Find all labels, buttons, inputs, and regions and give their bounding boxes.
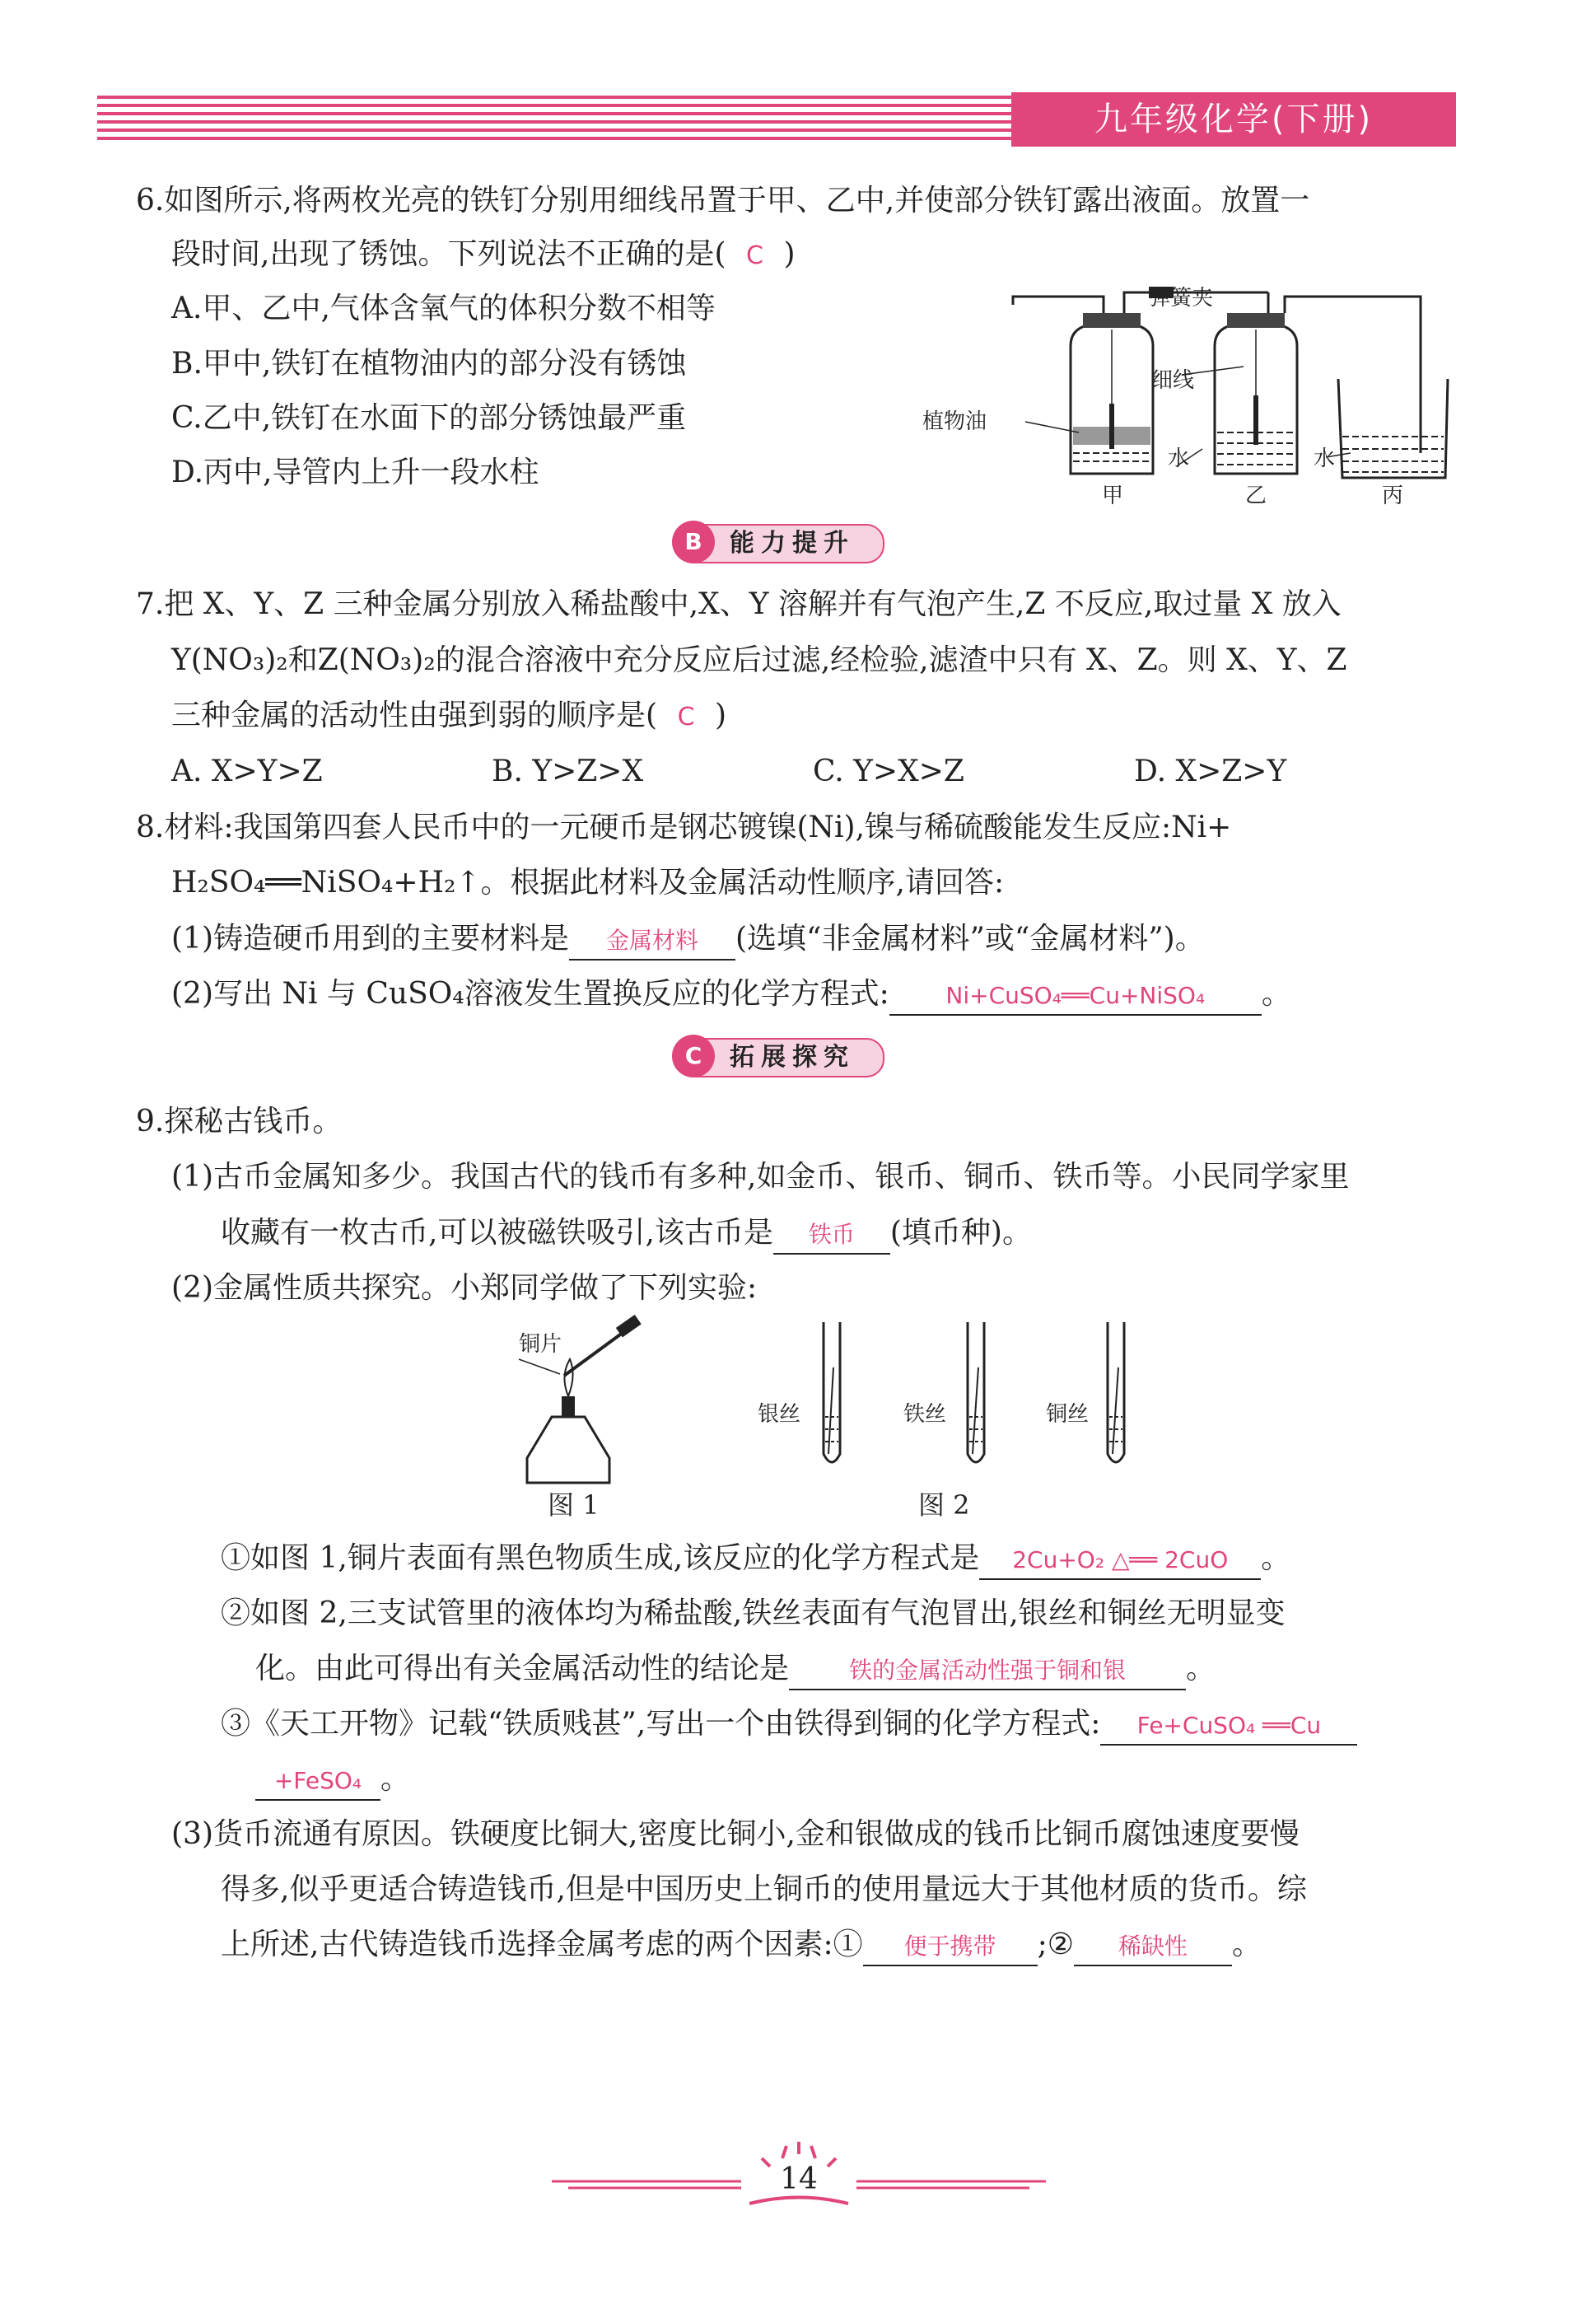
q9-part3-separator: ;② xyxy=(1037,1928,1074,1961)
q9-part3-line1: (3)货币流通有原因。铁硬度比铜大,密度比铜小,金和银做成的钱币比铜币腐蚀速度要慢 xyxy=(171,1817,1300,1851)
q6-line2 xyxy=(171,236,796,274)
q7-line3 xyxy=(171,698,726,736)
q7-option-d: D. X>Z>Y xyxy=(1134,755,1287,788)
fig1-label-copper: 铜片 xyxy=(519,1332,562,1357)
fig2-label-iron: 铁丝 xyxy=(903,1402,947,1427)
q8-part2-stem: (2)写出 Ni 与 CuSO₄溶液发生置换反应的化学方程式: xyxy=(171,977,889,1011)
q9-sub3-tail: 。 xyxy=(380,1762,411,1796)
q6-line1: 6.如图所示,将两枚光亮的铁钉分别用细线吊置于甲、乙中,并使部分铁钉露出液面。放置一 xyxy=(136,184,1310,217)
q8-part1-tail: (选填“非金属材料”或“金属材料”)。 xyxy=(735,922,1205,956)
q7-answer: C xyxy=(677,703,695,731)
q8-part2-answer: Ni+CuSO₄══Cu+NiSO₄ xyxy=(889,978,1262,1016)
q9-part1-stem: 收藏有一枚古币,可以被磁铁吸引,该古币是 xyxy=(221,1216,773,1250)
q9-sub2-stem: 化。由此可得出有关金属活动性的结论是 xyxy=(255,1652,790,1685)
page-number: 14 xyxy=(780,2162,818,2196)
q8-part1-stem: (1)铸造硬币用到的主要材料是 xyxy=(171,922,569,956)
q6-option-a: A.甲、乙中,气体含氧气的体积分数不相等 xyxy=(171,292,716,325)
q9-sub2-tail: 。 xyxy=(1186,1652,1216,1685)
q9-title: 9.探秘古钱币。 xyxy=(136,1105,343,1138)
section-c-letter: C xyxy=(672,1035,715,1077)
q8-part1 xyxy=(171,921,1205,961)
fig1-caption: 图 1 xyxy=(548,1489,600,1521)
fig-label-water2: 水 xyxy=(1314,446,1336,471)
section-b-letter: B xyxy=(672,521,715,563)
fig2-label-copper: 铜丝 xyxy=(1046,1402,1090,1427)
q6-apparatus-figure xyxy=(922,280,1449,511)
q9-experiment-figures xyxy=(494,1318,1153,1521)
q9-sub3-stem: ③《天工开物》记载“铁质贱甚”,写出一个由铁得到铜的化学方程式: xyxy=(221,1707,1101,1741)
q9-part1-tail: (填币种)。 xyxy=(889,1216,1032,1250)
fig-label-clip: 弹簧夹 xyxy=(1149,286,1214,311)
q9-sub3-answer-part2: +FeSO₄ xyxy=(255,1763,380,1801)
fig-label-jar3: 丙 xyxy=(1382,484,1404,508)
q9-sub3-line1 xyxy=(221,1706,1357,1746)
q6-option-c: C.乙中,铁钉在水面下的部分锈蚀最严重 xyxy=(171,401,687,435)
q6-stem: 段时间,出现了锈蚀。下列说法不正确的是( xyxy=(171,237,726,271)
q9-sub1-tail: 。 xyxy=(1261,1541,1291,1575)
q6-option-d: D.丙中,导管内上升一段水柱 xyxy=(171,456,539,489)
fig-label-jar1: 甲 xyxy=(1102,484,1124,508)
q9-part2: (2)金属性质共探究。小郑同学做了下列实验: xyxy=(171,1271,758,1305)
q9-part1-line2 xyxy=(221,1215,1032,1255)
q6-option-b: B.甲中,铁钉在植物油内的部分没有锈蚀 xyxy=(171,347,687,381)
q8-part2-tail: 。 xyxy=(1261,977,1291,1011)
q9-sub1 xyxy=(221,1540,1290,1580)
q9-part3-answer1: 便于携带 xyxy=(863,1928,1038,1966)
fig-label-thread: 细线 xyxy=(1151,368,1195,393)
fig-label-water1: 水 xyxy=(1168,446,1190,471)
fig2-caption: 图 2 xyxy=(918,1489,970,1521)
section-b-banner xyxy=(675,524,884,563)
q9-sub2-line2 xyxy=(255,1651,1216,1690)
q9-part3-stem: 上所述,古代铸造钱币选择金属考虑的两个因素:① xyxy=(221,1928,863,1961)
q9-part1-line1: (1)古币金属知多少。我国古代的钱币有多种,如金币、银币、铜币、铁币等。小民同学家里 xyxy=(171,1160,1350,1194)
q6-close-paren: ) xyxy=(783,237,796,271)
q7-line2: Y(NO₃)₂和Z(NO₃)₂的混合溶液中充分反应后过滤,经检验,滤渣中只有 X、Z。则 X、Y、Z xyxy=(171,643,1347,677)
q7-close-paren: ) xyxy=(715,699,727,732)
q9-part3-tail: 。 xyxy=(1231,1928,1262,1961)
q9-sub2-answer: 铁的金属活动性强于铜和银 xyxy=(789,1652,1186,1690)
q9-sub1-stem: ①如图 1,铜片表面有黑色物质生成,该反应的化学方程式是 xyxy=(221,1541,980,1575)
q9-part1-answer: 铁币 xyxy=(773,1217,890,1255)
q6-answer: C xyxy=(746,241,763,270)
q9-sub2-line1: ②如图 2,三支试管里的液体均为稀盐酸,铁丝表面有气泡冒出,银丝和铜丝无明显变 xyxy=(221,1596,1286,1630)
header-band xyxy=(97,92,1456,147)
q9-sub3-answer-part1: Fe+CuSO₄ ══Cu xyxy=(1100,1708,1357,1746)
q9-part3-answer2: 稀缺性 xyxy=(1074,1928,1232,1966)
q7-option-c: C. Y>X>Z xyxy=(813,755,964,788)
q9-part3-line2: 得多,似乎更适合铸造钱币,但是中国历史上铜币的使用量远大于其他材质的货币。综 xyxy=(221,1872,1307,1906)
header-title: 九年级化学(下册) xyxy=(1011,92,1456,147)
q7-line1: 7.把 X、Y、Z 三种金属分别放入稀盐酸中,X、Y 溶解并有气泡产生,Z 不反应,取过量 X 放入 xyxy=(136,587,1342,621)
fig2-label-silver: 银丝 xyxy=(758,1402,801,1427)
q9-sub1-answer: 2Cu+O₂ △══ 2CuO xyxy=(979,1542,1261,1580)
q8-part2 xyxy=(171,976,1291,1016)
q7-option-a: A. X>Y>Z xyxy=(171,755,323,788)
q7-stem: 三种金属的活动性由强到弱的顺序是( xyxy=(171,699,658,732)
q8-line2: H₂SO₄══NiSO₄+H₂↑。根据此材料及金属活动性顺序,请回答: xyxy=(171,866,1005,900)
section-c-banner xyxy=(675,1038,884,1077)
fig-label-jar2: 乙 xyxy=(1245,484,1267,508)
q7-option-b: B. Y>Z>X xyxy=(492,755,644,788)
q8-line1: 8.材料:我国第四套人民币中的一元硬币是钢芯镀镍(Ni),镍与稀硫酸能发生反应:Ni+ xyxy=(136,811,1232,844)
q9-part3-line3 xyxy=(221,1927,1262,1966)
q9-sub3-line2 xyxy=(255,1761,410,1801)
fig-label-oil: 植物油 xyxy=(922,409,987,434)
section-c-title: 拓展探究 xyxy=(730,1043,855,1072)
q8-part1-answer: 金属材料 xyxy=(569,923,735,961)
section-b-title: 能力提升 xyxy=(730,529,855,558)
